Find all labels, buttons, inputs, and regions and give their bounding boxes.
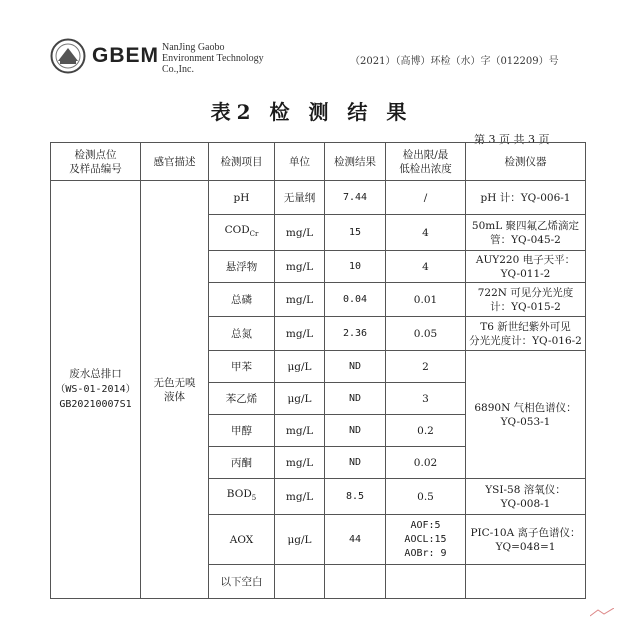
sample-point-cell: 废水总排口 （WS-01-2014） GB20210007S1 — [51, 181, 141, 599]
result-cell: ND — [325, 415, 386, 447]
header-result: 检测结果 — [325, 143, 386, 181]
brand-name: GBEM — [92, 44, 159, 67]
unit-cell: mg/L — [275, 251, 325, 283]
instrument-cell: PIC-10A 离子色谱仪： YQ=048=1 — [466, 515, 586, 565]
paper-corner-mark — [590, 608, 614, 618]
limit-cell: 0.5 — [386, 479, 466, 515]
empty-cell — [386, 565, 466, 599]
limit-cell: 3 — [386, 383, 466, 415]
item-cell: AOX — [209, 515, 275, 565]
limit-cell: 4 — [386, 251, 466, 283]
result-cell: 15 — [325, 215, 386, 251]
unit-cell: μg/L — [275, 383, 325, 415]
results-table — [50, 142, 586, 599]
result-cell: 10 — [325, 251, 386, 283]
unit-cell: mg/L — [275, 283, 325, 317]
empty-cell — [466, 565, 586, 599]
instrument-cell: AUY220 电子天平： YQ-011-2 — [466, 251, 586, 283]
document-number: （2021）（高博）环检（水）字（012209）号 — [350, 56, 559, 67]
unit-cell: mg/L — [275, 215, 325, 251]
company-name: NanJing Gaobo Environment Technology Co.,Inc. — [162, 42, 264, 75]
item-cell: 苯乙烯 — [209, 383, 275, 415]
header-unit: 单位 — [275, 143, 325, 181]
unit-cell: mg/L — [275, 415, 325, 447]
limit-cell: 4 — [386, 215, 466, 251]
table-row — [51, 181, 586, 215]
instrument-cell: T6 新世纪紫外可见 分光光度计：YQ-016-2 — [466, 317, 586, 351]
result-cell: ND — [325, 447, 386, 479]
result-cell: 44 — [325, 515, 386, 565]
unit-cell: mg/L — [275, 479, 325, 515]
unit-cell: μg/L — [275, 351, 325, 383]
item-cell: 总氮 — [209, 317, 275, 351]
item-cell: 总磷 — [209, 283, 275, 317]
unit-cell: mg/L — [275, 317, 325, 351]
limit-cell: AOF:5 AOCL:15 AOBr: 9 — [386, 515, 466, 565]
instrument-cell: YSI-58 溶氧仪： YQ-008-1 — [466, 479, 586, 515]
instrument-cell: pH 计：YQ-006-1 — [466, 181, 586, 215]
page-info: 第 3 页 共 3 页 — [474, 133, 550, 146]
unit-cell: mg/L — [275, 447, 325, 479]
page-title: 表2 检 测 结 果 — [210, 100, 413, 124]
unit-cell: 无量纲 — [275, 181, 325, 215]
limit-cell: 0.05 — [386, 317, 466, 351]
result-cell: ND — [325, 383, 386, 415]
item-cell: 甲苯 — [209, 351, 275, 383]
result-cell: 2.36 — [325, 317, 386, 351]
empty-cell — [325, 565, 386, 599]
result-cell: 8.5 — [325, 479, 386, 515]
company-logo — [50, 38, 86, 74]
item-cell: 悬浮物 — [209, 251, 275, 283]
item-cell: 丙酮 — [209, 447, 275, 479]
instrument-cell: 50mL 聚四氟乙烯滴定 管：YQ-045-2 — [466, 215, 586, 251]
item-cell: 甲醇 — [209, 415, 275, 447]
header-limit: 检出限/最 低检出浓度 — [386, 143, 466, 181]
limit-cell: 0.01 — [386, 283, 466, 317]
result-cell: 0.04 — [325, 283, 386, 317]
item-cell: pH — [209, 181, 275, 215]
limit-cell: 2 — [386, 351, 466, 383]
result-cell: 7.44 — [325, 181, 386, 215]
sensory-cell: 无色无嗅 液体 — [141, 181, 209, 599]
empty-cell — [275, 565, 325, 599]
header-sense: 感官描述 — [141, 143, 209, 181]
limit-cell: / — [386, 181, 466, 215]
unit-cell: μg/L — [275, 515, 325, 565]
instrument-cell: 722N 可见分光光度 计：YQ-015-2 — [466, 283, 586, 317]
header-item: 检测项目 — [209, 143, 275, 181]
item-cell: $COD_{Cr}$ — [209, 215, 275, 251]
header-instrument: 检测仪器 — [466, 143, 586, 181]
item-cell: $BOD_5$ — [209, 479, 275, 515]
instrument-cell: 6890N 气相色谱仪： YQ-053-1 — [466, 351, 586, 479]
blank-note: 以下空白 — [209, 565, 275, 599]
header-point: 检测点位 及样品编号 — [51, 143, 141, 181]
header-row — [51, 143, 586, 181]
result-cell: ND — [325, 351, 386, 383]
limit-cell: 0.2 — [386, 415, 466, 447]
limit-cell: 0.02 — [386, 447, 466, 479]
